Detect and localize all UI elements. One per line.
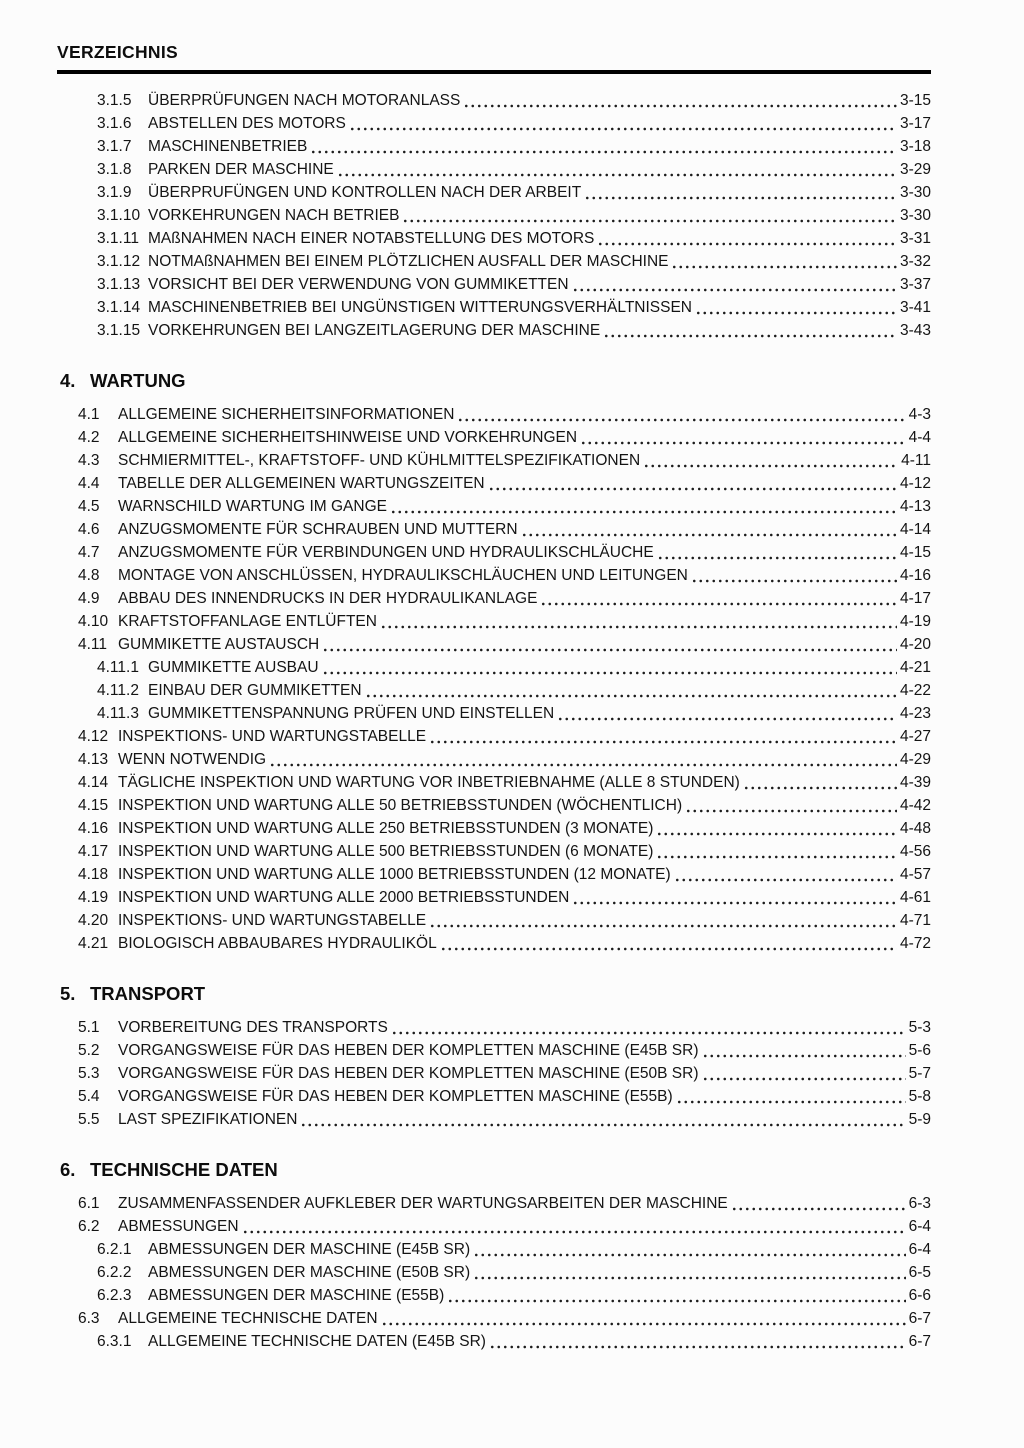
entry-number: 4.20 <box>78 912 109 929</box>
entry-number: 3.1.14 <box>97 299 141 316</box>
entry-page-number: 4-17 <box>899 590 931 607</box>
section-number: 4. <box>60 370 76 391</box>
entry-number: 3.1.9 <box>97 184 132 201</box>
entry-number: 3.1.11 <box>97 230 139 247</box>
entry-number: 3.1.13 <box>97 276 141 293</box>
entry-page-number: 4-23 <box>899 705 931 722</box>
entry-page-number: 4-14 <box>899 521 931 538</box>
entry-number: 4.2 <box>78 429 100 446</box>
entry-number: 4.11.2 <box>97 682 139 699</box>
entry-label: ALLGEMEINE SICHERHEITSHINWEISE UND VORKEHRUNGEN <box>118 429 578 446</box>
toc-entry <box>57 158 931 181</box>
entry-label: INSPEKTION UND WARTUNG ALLE 250 BETRIEBSSTUNDEN (3 MONATE) <box>118 820 654 837</box>
entry-label: KRAFTSTOFFANLAGE ENTLÜFTEN <box>118 613 377 630</box>
entry-page-number: 3-29 <box>899 161 931 178</box>
toc-section <box>57 368 931 955</box>
entry-page-number: 4-56 <box>899 843 931 860</box>
toc-entry <box>57 1215 931 1238</box>
toc-entry <box>57 1085 931 1108</box>
entry-number: 4.5 <box>78 498 100 515</box>
entry-number: 3.1.15 <box>97 322 141 339</box>
entry-number: 3.1.5 <box>97 92 132 109</box>
section-title: TRANSPORT <box>90 983 206 1004</box>
entry-label: INSPEKTIONS- UND WARTUNGSTABELLE <box>118 912 427 929</box>
toc-entry <box>57 702 931 725</box>
leader-dots <box>557 717 897 721</box>
entry-page-number: 4-29 <box>899 751 931 768</box>
entry-number: 4.10 <box>78 613 109 630</box>
entry-number: 5.2 <box>78 1042 100 1059</box>
entry-page-number: 6-3 <box>908 1195 931 1212</box>
entry-page-number: 3-15 <box>899 92 931 109</box>
entry-page-number: 6-7 <box>908 1333 931 1350</box>
leader-dots <box>390 510 897 514</box>
entry-label: ABSTELLEN DES MOTORS <box>148 115 346 132</box>
toc-section <box>57 89 931 342</box>
section-heading <box>60 1157 931 1182</box>
entry-label: SCHMIERMITTEL-, KRAFTSTOFF- UND KÜHLMITTELSPEZIFIKATIONEN <box>118 452 641 469</box>
entry-number: 6.2 <box>78 1218 100 1235</box>
entry-label: MAßNAHMEN NACH EINER NOTABSTELLUNG DES MOTORS <box>148 230 595 247</box>
entry-number: 6.1 <box>78 1195 100 1212</box>
toc-section <box>57 1157 931 1353</box>
entry-page-number: 3-18 <box>899 138 931 155</box>
entry-label: GUMMIKETTE AUSTAUSCH <box>118 636 320 653</box>
entry-page-number: 6-5 <box>908 1264 931 1281</box>
entry-page-number: 4-21 <box>899 659 931 676</box>
toc-entry <box>57 748 931 771</box>
toc-entry <box>57 610 931 633</box>
leader-dots <box>695 311 897 315</box>
leader-dots <box>447 1299 905 1303</box>
leader-dots <box>671 265 896 269</box>
toc-entry <box>57 1016 931 1039</box>
leader-dots <box>322 648 897 652</box>
entry-number: 3.1.6 <box>97 115 132 132</box>
entry-number: 4.3 <box>78 452 100 469</box>
leader-dots <box>381 1322 906 1326</box>
entry-page-number: 4-16 <box>899 567 931 584</box>
toc-entry <box>57 794 931 817</box>
entry-label: ABBAU DES INNENDRUCKS IN DER HYDRAULIKANLAGE <box>118 590 538 607</box>
entry-page-number: 4-19 <box>899 613 931 630</box>
leader-dots <box>584 196 897 200</box>
toc-entry <box>57 909 931 932</box>
leader-dots <box>440 947 897 951</box>
toc-sections <box>57 89 931 1353</box>
entry-number: 6.2.1 <box>97 1241 132 1258</box>
entry-page-number: 4-39 <box>899 774 931 791</box>
toc-entry <box>57 472 931 495</box>
entry-number: 4.11.3 <box>97 705 139 722</box>
leader-dots <box>676 1100 906 1104</box>
leader-dots <box>580 441 906 445</box>
entry-page-number: 4-61 <box>899 889 931 906</box>
leader-dots <box>685 809 897 813</box>
toc-entry <box>57 587 931 610</box>
leader-dots <box>603 334 897 338</box>
page-title: VERZEICHNIS <box>57 42 178 62</box>
leader-dots <box>322 671 897 675</box>
toc-entry <box>57 135 931 158</box>
entry-number: 4.15 <box>78 797 109 814</box>
entry-page-number: 6-6 <box>908 1287 931 1304</box>
leader-dots <box>402 219 896 223</box>
entry-number: 5.1 <box>78 1019 100 1036</box>
entry-page-number: 4-12 <box>899 475 931 492</box>
entry-page-number: 4-3 <box>908 406 931 423</box>
entry-page-number: 3-17 <box>899 115 931 132</box>
entry-page-number: 4-48 <box>899 820 931 837</box>
entry-page-number: 6-4 <box>908 1218 931 1235</box>
toc-entry <box>57 932 931 955</box>
leader-dots <box>743 786 897 790</box>
toc-entry <box>57 725 931 748</box>
leader-dots <box>391 1031 906 1035</box>
leader-dots <box>643 464 898 468</box>
leader-dots <box>269 763 897 767</box>
toc-entry <box>57 817 931 840</box>
entry-label: GUMMIKETTE AUSBAU <box>148 659 319 676</box>
entry-label: NOTMAßNAHMEN BEI EINEM PLÖTZLICHEN AUSFALL DER MASCHINE <box>148 253 669 270</box>
entry-label: ABMESSUNGEN <box>118 1218 239 1235</box>
entry-label: ALLGEMEINE SICHERHEITSINFORMATIONEN <box>118 406 455 423</box>
entry-page-number: 6-7 <box>908 1310 931 1327</box>
leader-dots <box>349 127 897 131</box>
toc-section <box>57 981 931 1131</box>
entry-number: 5.3 <box>78 1065 100 1082</box>
toc-entry <box>57 863 931 886</box>
toc-entry <box>57 564 931 587</box>
entry-page-number: 4-42 <box>899 797 931 814</box>
header-rule <box>57 70 931 74</box>
toc-entry <box>57 1330 931 1353</box>
toc-entry <box>57 1192 931 1215</box>
entry-number: 3.1.10 <box>97 207 141 224</box>
entry-label: INSPEKTION UND WARTUNG ALLE 50 BETRIEBSSTUNDEN (WÖCHENTLICH) <box>118 797 683 814</box>
entry-page-number: 3-43 <box>899 322 931 339</box>
entry-number: 4.11 <box>78 636 108 653</box>
entry-page-number: 3-37 <box>899 276 931 293</box>
leader-dots <box>463 104 897 108</box>
entry-page-number: 4-20 <box>899 636 931 653</box>
entry-page-number: 4-22 <box>899 682 931 699</box>
toc-entry <box>57 840 931 863</box>
section-title: WARTUNG <box>90 370 186 391</box>
entry-label: MASCHINENBETRIEB BEI UNGÜNSTIGEN WITTERUNGSVERHÄLTNISSEN <box>148 299 692 316</box>
toc-entry <box>57 1108 931 1131</box>
entry-label: BIOLOGISCH ABBAUBARES HYDRAULIKÖL <box>118 935 437 952</box>
entry-page-number: 4-15 <box>899 544 931 561</box>
toc-entry <box>57 886 931 909</box>
leader-dots <box>337 173 897 177</box>
entry-label: INSPEKTION UND WARTUNG ALLE 1000 BETRIEBSSTUNDEN (12 MONATE) <box>118 866 671 883</box>
toc-entry <box>57 541 931 564</box>
entry-label: VORGANGSWEISE FÜR DAS HEBEN DER KOMPLETTEN MASCHINE (E50B SR) <box>118 1065 699 1082</box>
toc-entry <box>57 112 931 135</box>
entry-page-number: 5-8 <box>908 1088 931 1105</box>
entry-label: PARKEN DER MASCHINE <box>148 161 334 178</box>
entry-label: ANZUGSMOMENTE FÜR VERBINDUNGEN UND HYDRAULIKSCHLÄUCHE <box>118 544 654 561</box>
entry-number: 4.1 <box>78 406 100 423</box>
entry-number: 4.8 <box>78 567 100 584</box>
leader-dots <box>702 1054 906 1058</box>
entry-number: 4.16 <box>78 820 109 837</box>
entry-number: 4.14 <box>78 774 109 791</box>
toc-entry <box>57 1238 931 1261</box>
toc-entry <box>57 679 931 702</box>
entry-number: 4.7 <box>78 544 100 561</box>
toc-entry <box>57 296 931 319</box>
entry-page-number: 5-9 <box>908 1111 931 1128</box>
entry-label: VORBEREITUNG DES TRANSPORTS <box>118 1019 388 1036</box>
toc-entry <box>57 1261 931 1284</box>
toc-entry <box>57 495 931 518</box>
entry-page-number: 5-3 <box>908 1019 931 1036</box>
entry-label: VORGANGSWEISE FÜR DAS HEBEN DER KOMPLETTEN MASCHINE (E45B SR) <box>118 1042 699 1059</box>
section-heading <box>60 368 931 393</box>
entry-label: ÜBERPRÜFUNGEN NACH MOTORANLASS <box>148 92 461 109</box>
section-number: 5. <box>60 983 76 1004</box>
entry-page-number: 3-30 <box>899 184 931 201</box>
entry-page-number: 4-27 <box>899 728 931 745</box>
entry-label: EINBAU DER GUMMIKETTEN <box>148 682 362 699</box>
toc-entry <box>57 204 931 227</box>
leader-dots <box>656 855 897 859</box>
entry-number: 4.19 <box>78 889 109 906</box>
toc-entry <box>57 273 931 296</box>
entry-page-number: 4-4 <box>908 429 931 446</box>
section-entries <box>57 403 931 955</box>
entry-label: LAST SPEZIFIKATIONEN <box>118 1111 298 1128</box>
entry-number: 6.2.2 <box>97 1264 132 1281</box>
toc-entry <box>57 771 931 794</box>
entry-number: 4.9 <box>78 590 100 607</box>
toc-entry <box>57 426 931 449</box>
leader-dots <box>429 924 897 928</box>
entry-page-number: 6-4 <box>908 1241 931 1258</box>
section-entries <box>57 1016 931 1131</box>
entry-page-number: 4-11 <box>901 452 931 469</box>
toc-entry <box>57 1284 931 1307</box>
entry-number: 5.4 <box>78 1088 100 1105</box>
entry-number: 3.1.8 <box>97 161 132 178</box>
toc-entry <box>57 227 931 250</box>
entry-label: VORGANGSWEISE FÜR DAS HEBEN DER KOMPLETTEN MASCHINE (E55B) <box>118 1088 673 1105</box>
leader-dots <box>473 1276 905 1280</box>
entry-label: MONTAGE VON ANSCHLÜSSEN, HYDRAULIKSCHLÄUCHEN UND LEITUNGEN <box>118 567 688 584</box>
section-entries <box>57 1192 931 1353</box>
entry-number: 4.13 <box>78 751 109 768</box>
entry-label: ANZUGSMOMENTE FÜR SCHRAUBEN UND MUTTERN <box>118 521 518 538</box>
toc-entry <box>57 449 931 472</box>
entry-label: WARNSCHILD WARTUNG IM GANGE <box>118 498 387 515</box>
toc-entry <box>57 403 931 426</box>
entry-label: ABMESSUNGEN DER MASCHINE (E50B SR) <box>148 1264 471 1281</box>
leader-dots <box>457 418 905 422</box>
toc-entry <box>57 656 931 679</box>
leader-dots <box>572 288 897 292</box>
section-heading <box>60 981 931 1006</box>
toc-entry <box>57 250 931 273</box>
toc-entry <box>57 633 931 656</box>
leader-dots <box>702 1077 906 1081</box>
entry-label: ABMESSUNGEN DER MASCHINE (E45B SR) <box>148 1241 471 1258</box>
entry-number: 6.3.1 <box>97 1333 132 1350</box>
entry-number: 4.12 <box>78 728 109 745</box>
entry-label: INSPEKTION UND WARTUNG ALLE 500 BETRIEBSSTUNDEN (6 MONATE) <box>118 843 654 860</box>
entry-label: GUMMIKETTENSPANNUNG PRÜFEN UND EINSTELLEN <box>148 705 555 722</box>
toc-entry <box>57 518 931 541</box>
entry-page-number: 4-71 <box>899 912 931 929</box>
entry-label: MASCHINENBETRIEB <box>148 138 308 155</box>
entry-label: ALLGEMEINE TECHNISCHE DATEN (E45B SR) <box>148 1333 486 1350</box>
leader-dots <box>731 1207 906 1211</box>
entry-page-number: 4-13 <box>899 498 931 515</box>
entry-label: INSPEKTION UND WARTUNG ALLE 2000 BETRIEBSSTUNDEN <box>118 889 570 906</box>
leader-dots <box>489 1345 906 1349</box>
leader-dots <box>597 242 897 246</box>
section-title: TECHNISCHE DATEN <box>90 1159 278 1180</box>
toc-entry <box>57 1039 931 1062</box>
leader-dots <box>674 878 897 882</box>
entry-number: 4.11.1 <box>97 659 139 676</box>
entry-number: 4.21 <box>78 935 109 952</box>
entry-page-number: 3-32 <box>899 253 931 270</box>
entry-number: 3.1.12 <box>97 253 141 270</box>
leader-dots <box>380 625 897 629</box>
entry-label: VORKEHRUNGEN NACH BETRIEB <box>148 207 400 224</box>
leader-dots <box>242 1230 906 1234</box>
leader-dots <box>300 1123 905 1127</box>
entry-number: 4.18 <box>78 866 109 883</box>
entry-number: 6.2.3 <box>97 1287 132 1304</box>
entry-page-number: 4-57 <box>899 866 931 883</box>
entry-page-number: 3-41 <box>899 299 931 316</box>
entry-label: ABMESSUNGEN DER MASCHINE (E55B) <box>148 1287 445 1304</box>
entry-label: INSPEKTIONS- UND WARTUNGSTABELLE <box>118 728 427 745</box>
entry-label: ZUSAMMENFASSENDER AUFKLEBER DER WARTUNGSARBEITEN DER MASCHINE <box>118 1195 728 1212</box>
entry-label: VORKEHRUNGEN BEI LANGZEITLAGERUNG DER MASCHINE <box>148 322 601 339</box>
entry-label: ALLGEMEINE TECHNISCHE DATEN <box>118 1310 378 1327</box>
entry-label: ÜBERPRUFÜNGEN UND KONTROLLEN NACH DER ARBEIT <box>148 184 582 201</box>
leader-dots <box>656 832 897 836</box>
entry-label: TÄGLICHE INSPEKTION UND WARTUNG VOR INBETRIEBNAHME (ALLE 8 STUNDEN) <box>118 774 740 791</box>
entry-page-number: 4-72 <box>899 935 931 952</box>
entry-page-number: 5-6 <box>908 1042 931 1059</box>
entry-number: 4.17 <box>78 843 109 860</box>
leader-dots <box>657 556 897 560</box>
toc-entry <box>57 1307 931 1330</box>
entry-label: TABELLE DER ALLGEMEINEN WARTUNGSZEITEN <box>118 475 485 492</box>
leader-dots <box>310 150 897 154</box>
entry-page-number: 5-7 <box>908 1065 931 1082</box>
section-number: 6. <box>60 1159 76 1180</box>
entry-page-number: 3-30 <box>899 207 931 224</box>
leader-dots <box>521 533 897 537</box>
toc-entry <box>57 1062 931 1085</box>
entry-page-number: 3-31 <box>899 230 931 247</box>
toc-entry <box>57 319 931 342</box>
entry-label: VORSICHT BEI DER VERWENDUNG VON GUMMIKETTEN <box>148 276 569 293</box>
toc-entry <box>57 89 931 112</box>
toc-entry <box>57 181 931 204</box>
leader-dots <box>429 740 897 744</box>
leader-dots <box>488 487 897 491</box>
entry-number: 3.1.7 <box>97 138 132 155</box>
leader-dots <box>473 1253 905 1257</box>
section-entries <box>57 89 931 342</box>
leader-dots <box>365 694 897 698</box>
entry-number: 6.3 <box>78 1310 100 1327</box>
entry-label: WENN NOTWENDIG <box>118 751 267 768</box>
entry-number: 5.5 <box>78 1111 100 1128</box>
leader-dots <box>691 579 897 583</box>
entry-number: 4.4 <box>78 475 100 492</box>
page-header <box>57 42 931 74</box>
leader-dots <box>540 602 897 606</box>
entry-number: 4.6 <box>78 521 100 538</box>
leader-dots <box>572 901 897 905</box>
